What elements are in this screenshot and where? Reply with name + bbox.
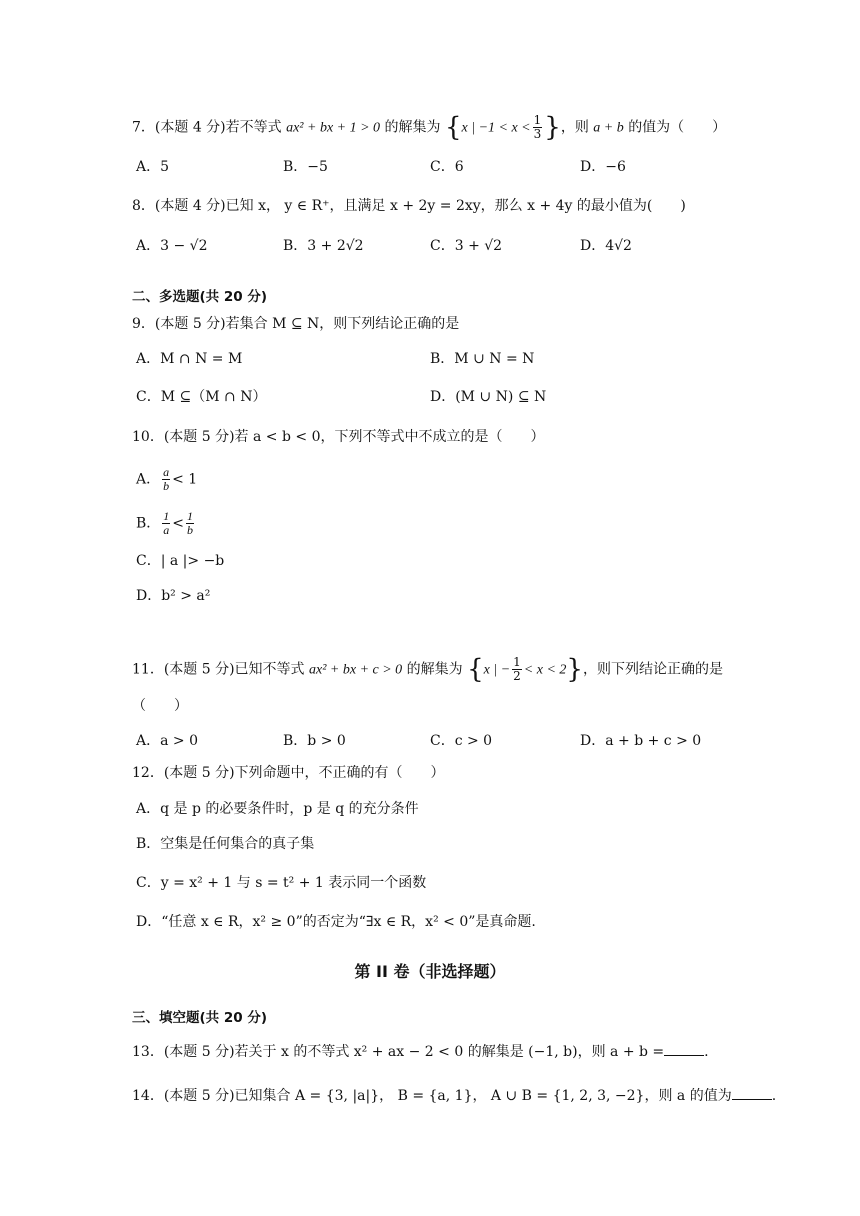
q14-stem <box>132 1085 776 1106</box>
q8-option-b[interactable]: B．3 + 2√2 <box>283 238 364 254</box>
q11-option-b[interactable]: B．b > 0 <box>283 733 346 749</box>
q11-option-c[interactable]: C．c > 0 <box>430 733 493 749</box>
q10-option-b-operator: < <box>172 515 185 532</box>
q10-option-b-label: B． <box>136 515 161 532</box>
q8-stem: 8．(本题 4 分)已知 x， y ∈ R⁺，且满足 x + 2y = 2xy，那么 x + 4y 的最小值为( ) <box>132 198 686 214</box>
q14-stem-period: . <box>771 1088 777 1104</box>
q7-stem-prefix: 7．(本题 4 分)若不等式 <box>132 119 282 136</box>
q10-option-a-rest: < 1 <box>172 471 198 488</box>
q11-fraction <box>512 656 522 683</box>
q11-left-brace: { <box>467 654 484 685</box>
q10-option-d[interactable]: D．b² > a² <box>136 588 211 604</box>
q12-option-a[interactable]: A．q 是 p 的必要条件时，p 是 q 的充分条件 <box>136 801 419 817</box>
q11-option-d[interactable]: D．a + b + c > 0 <box>580 733 702 749</box>
q13-stem <box>132 1041 709 1062</box>
q13-stem-period: . <box>704 1044 709 1060</box>
q10-option-a-label: A． <box>136 471 161 488</box>
q10-stem: 10．(本题 5 分)若 a < b < 0，下列不等式中不成立的是（ ） <box>132 429 545 445</box>
q10-option-a[interactable] <box>136 466 197 493</box>
q11-option-a[interactable]: A．a > 0 <box>136 733 198 749</box>
q14-stem-text: 14．(本题 5 分)已知集合 A = {3, |a|}， B = {a, 1}， A ∪ B = {1, 2, 3, −2}，则 a 的值为 <box>132 1088 732 1104</box>
q13-stem-text: 13．(本题 5 分)若关于 x 的不等式 x² + ax − 2 < 0 的解集是 (−1, b)，则 a + b = <box>132 1044 665 1060</box>
q7-option-c[interactable]: C．6 <box>430 159 464 175</box>
q7-stem-end: 的值为（ ） <box>628 119 727 136</box>
q7-option-a[interactable]: A．5 <box>136 159 170 175</box>
q7-set-condition: x | −1 < x < <box>461 120 531 136</box>
q12-option-d[interactable]: D．“任意 x ∈ R，x² ≥ 0”的否定为“∃x ∈ R，x² < 0”是真命题. <box>136 914 536 930</box>
q11-fraction-numerator: 1 <box>513 655 521 669</box>
q12-option-b[interactable]: B．空集是任何集合的真子集 <box>136 836 315 852</box>
q10-option-a-numerator: a <box>163 465 170 479</box>
q9-option-b[interactable]: B．M ∪ N = N <box>430 351 535 367</box>
part-two-title: 第 II 卷（非选择题） <box>354 962 506 981</box>
q10-option-a-denominator: b <box>163 479 170 493</box>
q9-option-d[interactable]: D．(M ∪ N) ⊆ N <box>430 389 547 405</box>
q9-option-c[interactable]: C．M ⊆（M ∩ N） <box>136 389 267 405</box>
q7-stem-then: ，则 <box>560 119 589 136</box>
q11-set-condition-left: x | − <box>483 662 511 678</box>
q7-fraction-numerator: 1 <box>533 113 542 127</box>
q7-left-brace: { <box>444 112 462 143</box>
q7-stem <box>132 114 726 141</box>
q11-set-condition-right: < x < 2 <box>523 662 567 678</box>
q10-option-b[interactable] <box>136 510 196 537</box>
q10-option-b-fraction-2 <box>186 510 194 537</box>
q10-option-b-fraction-1-numerator: 1 <box>163 509 170 523</box>
q14-answer-blank[interactable] <box>732 1085 772 1100</box>
q7-inequality: ax² + bx + 1 > 0 <box>286 120 381 136</box>
q9-stem: 9．(本题 5 分)若集合 M ⊆ N，则下列结论正确的是 <box>132 316 460 332</box>
q7-fraction <box>533 114 543 141</box>
q7-sum-expression: a + b <box>593 120 624 136</box>
q11-stem-end: ，则下列结论正确的是 <box>582 661 723 678</box>
q7-stem-solution-set: 的解集为 <box>384 119 441 136</box>
q11-stem <box>132 656 723 683</box>
q10-option-b-fraction-2-numerator: 1 <box>187 509 194 523</box>
q12-stem: 12．(本题 5 分)下列命题中，不正确的有（ ） <box>132 765 445 781</box>
q7-option-b[interactable]: B．−5 <box>283 159 328 175</box>
q10-option-b-fraction-1 <box>162 510 170 537</box>
q8-option-a[interactable]: A．3 − √2 <box>136 238 208 254</box>
q10-option-a-fraction <box>162 466 170 493</box>
q7-right-brace: } <box>544 112 561 143</box>
q13-answer-blank[interactable] <box>664 1041 704 1056</box>
q12-option-c[interactable]: C．y = x² + 1 与 s = t² + 1 表示同一个函数 <box>136 875 427 891</box>
q11-inequality: ax² + bx + c > 0 <box>309 662 403 678</box>
q11-stem-prefix: 11．(本题 5 分)已知不等式 <box>132 661 305 678</box>
q8-option-c[interactable]: C．3 + √2 <box>430 238 503 254</box>
q11-fraction-denominator: 2 <box>513 669 521 683</box>
q10-option-b-fraction-1-denominator: a <box>163 523 170 537</box>
q11-right-brace: } <box>566 654 583 685</box>
section-multiple-choice-heading: 二、多选题(共 20 分) <box>132 289 268 305</box>
q10-option-c[interactable]: C．| a |> −b <box>136 553 225 569</box>
q11-stem-solution-set: 的解集为 <box>406 661 463 678</box>
q10-option-b-fraction-2-denominator: b <box>187 523 194 537</box>
q7-option-d[interactable]: D．−6 <box>580 159 626 175</box>
q9-option-a[interactable]: A．M ∩ N = M <box>136 351 243 367</box>
section-fill-in-heading: 三、填空题(共 20 分) <box>132 1010 268 1026</box>
q8-option-d[interactable]: D．4√2 <box>580 238 632 254</box>
q11-answer-paren: （ ） <box>132 698 188 714</box>
q7-fraction-denominator: 3 <box>533 127 542 141</box>
